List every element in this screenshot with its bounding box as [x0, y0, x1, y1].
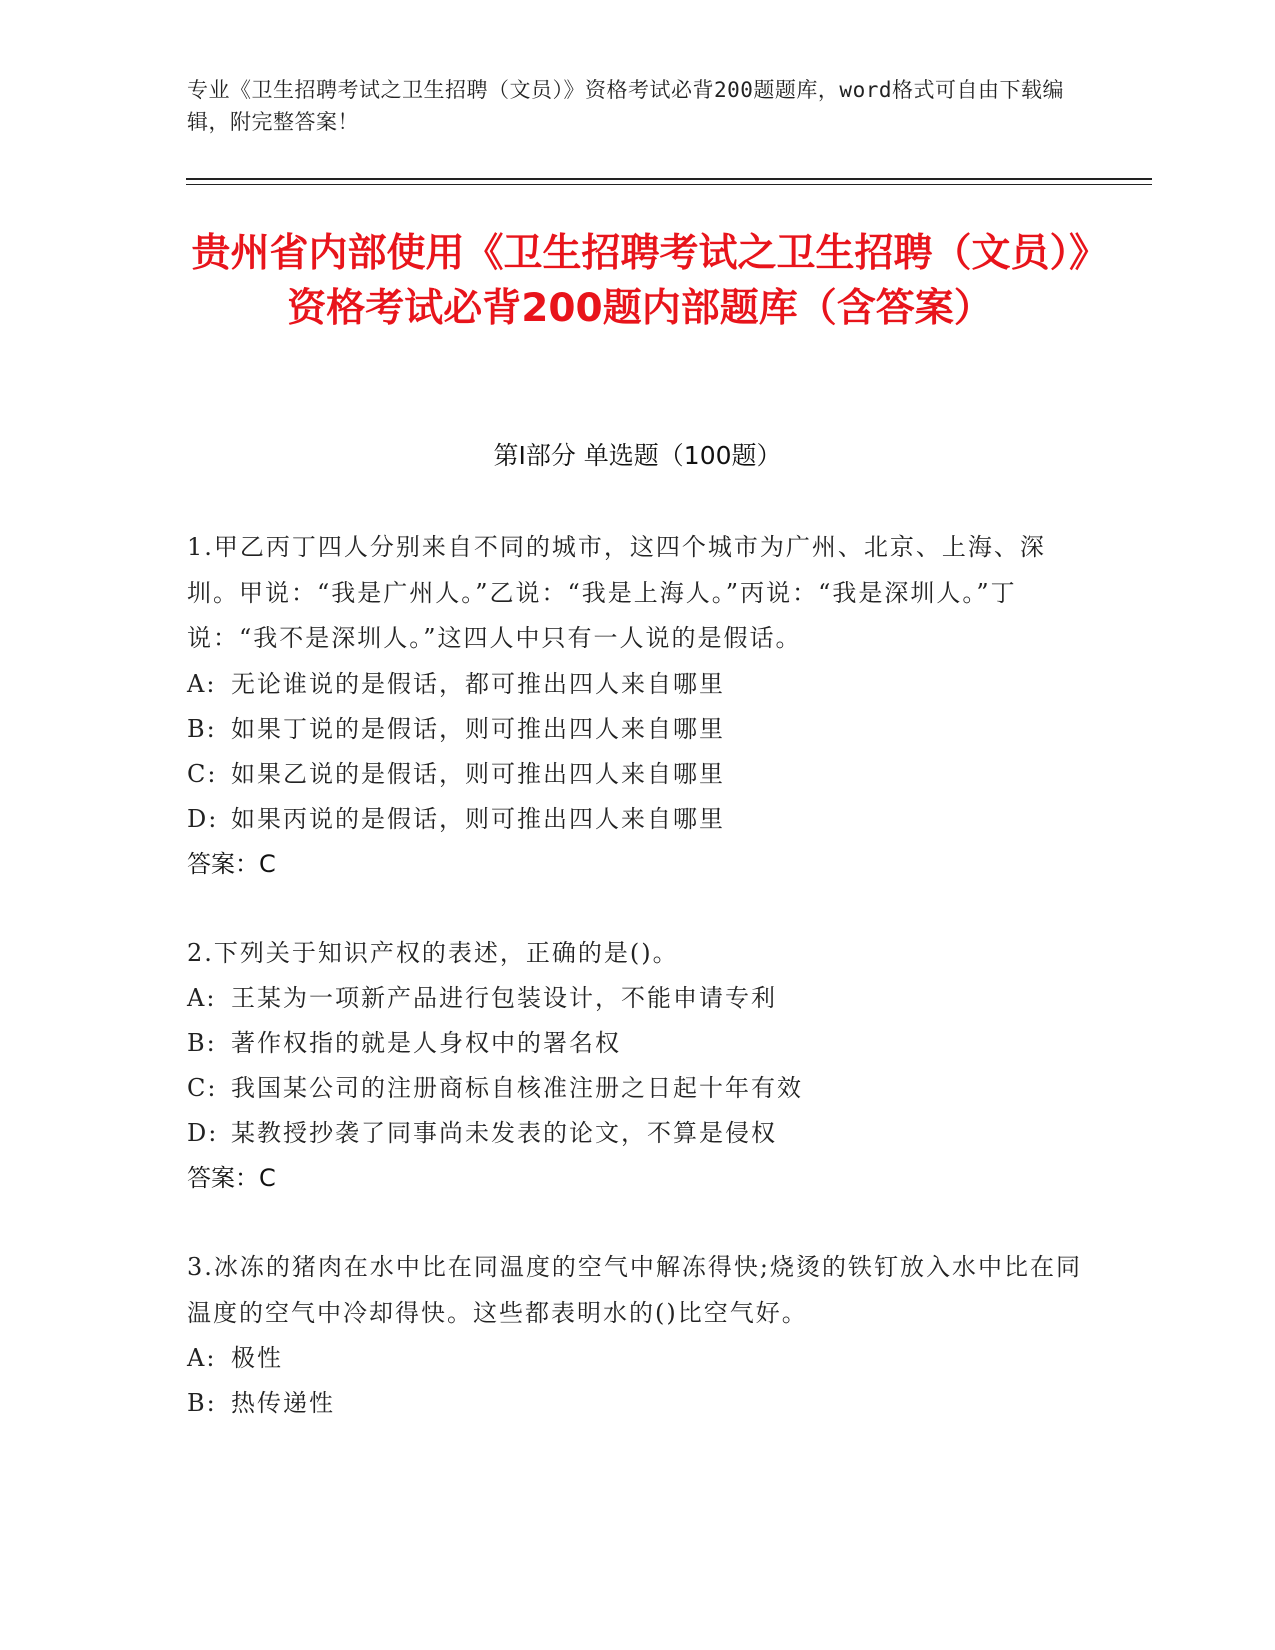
option-b [187, 1021, 1087, 1066]
option-label: C: [187, 1074, 218, 1102]
question-2 [187, 931, 1087, 1202]
question-stem: 1.甲乙丙丁四人分别来自不同的城市，这四个城市为广州、北京、上海、深圳。甲说：“我是广州人。”乙说：“我是上海人。”丙说：“我是深圳人。”丁说：“我不是深圳人。”这四人中只有一人说的是假话。 [187, 533, 1046, 652]
option-label: A: [187, 984, 217, 1012]
option-a [187, 1336, 1087, 1381]
option-text: 如果丙说的是假话，则可推出四人来自哪里 [231, 804, 725, 833]
option-label: C: [187, 759, 218, 788]
option-text: 如果乙说的是假话，则可推出四人来自哪里 [231, 759, 725, 788]
option-label: B: [187, 1389, 217, 1417]
option-text: 我国某公司的注册商标自核准注册之日起十年有效 [231, 1074, 803, 1102]
question-3 [187, 1245, 1087, 1426]
option-text: 王某为一项新产品进行包装设计，不能申请专利 [231, 984, 777, 1012]
option-text: 著作权指的就是人身权中的署名权 [231, 1029, 621, 1057]
option-text: 无论谁说的是假话，都可推出四人来自哪里 [231, 669, 725, 698]
option-label: A: [187, 1344, 217, 1372]
section-heading: 第Ⅰ部分 单选题（100题） [493, 441, 782, 470]
option-text: 热传递性 [231, 1389, 335, 1417]
option-d [187, 1111, 1087, 1156]
question-stem: 2.下列关于知识产权的表述，正确的是()。 [187, 938, 679, 967]
header-rule-thick [186, 178, 1152, 180]
option-label: D: [187, 1119, 219, 1147]
option-text: 极性 [231, 1344, 283, 1372]
answer-line: 答案：C [187, 849, 276, 878]
option-c [187, 752, 1087, 797]
option-a [187, 662, 1087, 707]
header-note: 专业《卫生招聘考试之卫生招聘（文员）》资格考试必背200题题库，word格式可自由下载编辑，附完整答案！ [187, 78, 1064, 134]
document-title: 贵州省内部使用《卫生招聘考试之卫生招聘（文员）》资格考试必背200题内部题库（含答案） [191, 231, 1089, 331]
question-list [187, 525, 1087, 1470]
question-1 [187, 525, 1087, 887]
option-a [187, 976, 1087, 1021]
option-d [187, 797, 1087, 842]
question-stem: 3.冰冻的猪肉在水中比在同温度的空气中解冻得快;烧烫的铁钉放入水中比在同温度的空气中冷却得快。这些都表明水的()比空气好。 [187, 1253, 1082, 1327]
option-b [187, 1381, 1087, 1426]
option-label: B: [187, 1029, 217, 1057]
option-text: 某教授抄袭了同事尚未发表的论文，不算是侵权 [231, 1119, 777, 1147]
option-text: 如果丁说的是假话，则可推出四人来自哪里 [231, 714, 725, 743]
option-b [187, 707, 1087, 752]
option-label: D: [187, 804, 219, 833]
option-label: A: [187, 669, 217, 698]
header-rule-thin [186, 184, 1152, 185]
option-c [187, 1066, 1087, 1111]
option-label: B: [187, 714, 217, 743]
answer-line: 答案：C [187, 1164, 276, 1192]
